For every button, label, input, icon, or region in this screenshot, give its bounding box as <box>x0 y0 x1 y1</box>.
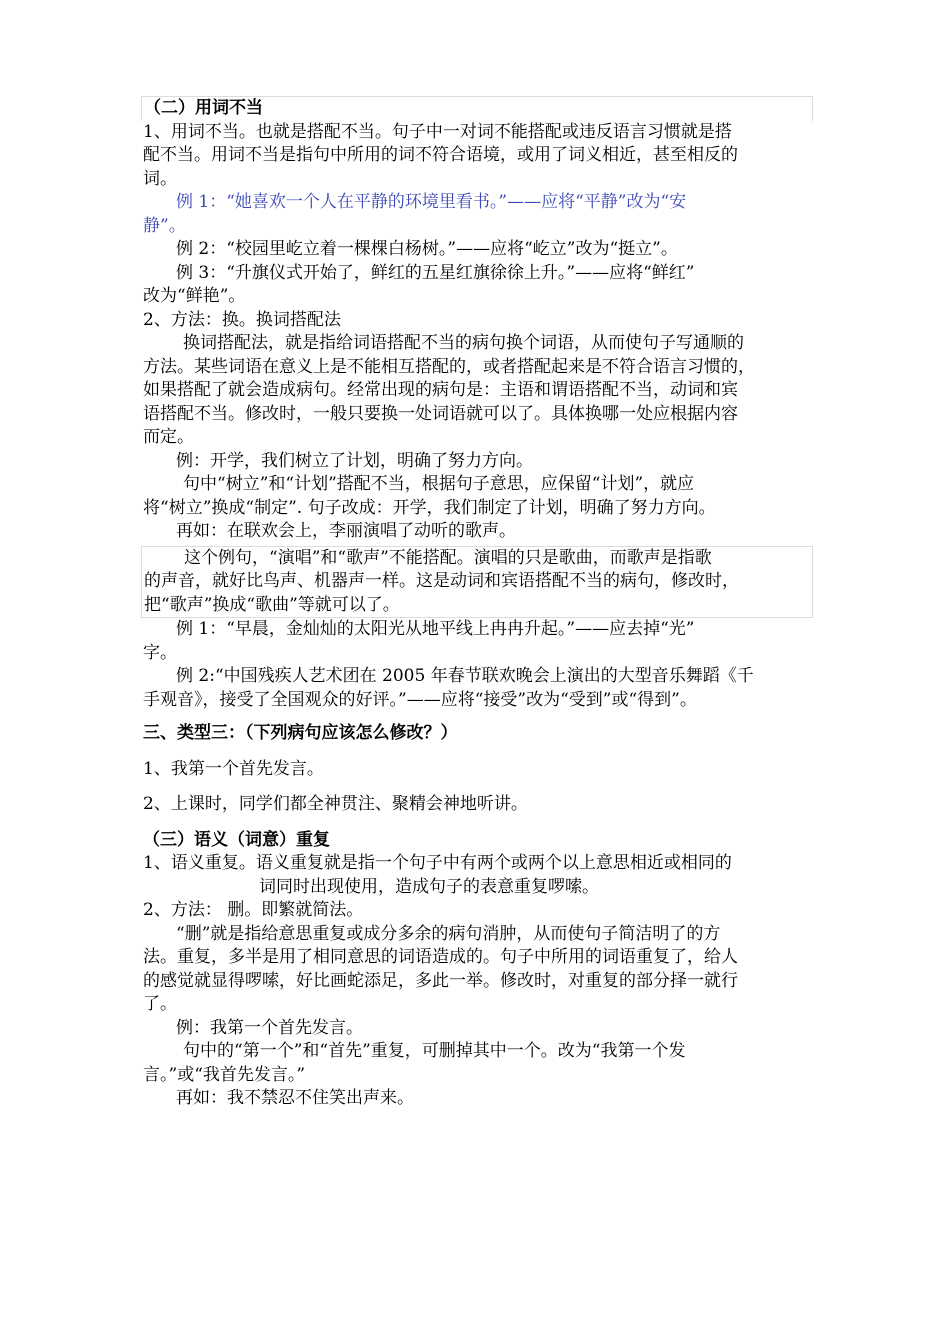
section2-def-line-1: 1、用词不当。也就是搭配不当。句子中一对词不能搭配或违反语言习惯就是搭 <box>143 121 732 142</box>
example5-line-1: 例 2:“中国残疾人艺术团在 2005 年春节联欢晚会上演出的大型音乐舞蹈《千 <box>176 666 754 686</box>
analysis-line-1: 句中“树立”和“计划”搭配不当，根据句子意思，应保留“计划”，就应 <box>183 474 695 494</box>
example2: 例 2：“校园里屹立着一棵棵白杨树。”——应将“屹立”改为“挺立”。 <box>176 239 678 259</box>
section3-method-line-4: 了。 <box>143 994 177 1014</box>
explanation-box <box>141 546 813 619</box>
section3-example: 例：我第一个首先发言。 <box>176 1017 363 1038</box>
section3-another-example: 再如：我不禁忍不住笑出声来。 <box>176 1088 414 1108</box>
example3-line-2: 改为“鲜艳”。 <box>143 286 246 306</box>
section2-title: （二）用词不当 <box>144 98 263 118</box>
type3-question-1: 1、我第一个首先发言。 <box>143 758 324 779</box>
method-line-4: 语搭配不当。修改时，一般只要换一处词语就可以了。具体换哪一处应根据内容 <box>143 403 738 424</box>
example1-line-1: 例 1：“她喜欢一个人在平静的环境里看书。”——应将“平静”改为“安 <box>176 192 687 212</box>
analysis-line-2: 将“树立”换成“制定”. 句子改成：开学，我们制定了计划，明确了努力方向。 <box>143 497 716 518</box>
section2-title-box <box>141 96 813 121</box>
section3-method-line-1: “删”就是指给意思重复或成分多余的病句消肿，从而使句子简洁明了的方 <box>176 923 721 944</box>
section3-analysis-line-2: 言。”或“我首先发言。” <box>143 1064 306 1085</box>
example3-line-1: 例 3：“升旗仪式开始了，鲜红的五星红旗徐徐上升。”——应将“鲜红” <box>176 262 695 283</box>
section2-def-line-3: 词。 <box>143 168 177 189</box>
section3-def-line-1: 1、语义重复。语义重复就是指一个句子中有两个或两个以上意思相近或相同的 <box>143 853 732 873</box>
method-line-1: 换词搭配法，就是指给词语搭配不当的病句换个词语，从而使句子写通顺的 <box>183 333 744 353</box>
example4-line-2: 字。 <box>143 642 177 663</box>
section3-method-line-2: 法。重复，多半是用了相同意思的词语造成的。句子中所用的词语重复了，给人 <box>143 947 738 967</box>
document-page <box>143 96 813 1111</box>
box-line-2: 的声音，就好比鸟声、机器声一样。这是动词和宾语搭配不当的病句，修改时， <box>144 571 739 591</box>
box-line-1: 这个例句，“演唱”和“歌声”不能搭配。演唱的只是歌曲，而歌声是指歌 <box>184 547 712 568</box>
section3-method-line-3: 的感觉就显得啰嗦，好比画蛇添足，多此一举。修改时，对重复的部分择一就行 <box>143 970 738 991</box>
section3-title: （三）语义（词意）重复 <box>143 829 330 850</box>
section3-def-line-2: 词同时出现使用，造成句子的表意重复啰嗦。 <box>259 876 599 897</box>
section2-another-example: 再如：在联欢会上，李丽演唱了动听的歌声。 <box>176 521 516 541</box>
example5-line-2: 手观音》，接受了全国观众的好评。”——应将“接受”改为“受到”或“得到”。 <box>143 689 697 710</box>
example4-line-1: 例 1：“早晨，金灿灿的太阳光从地平线上冉冉升起。”——应去掉“光” <box>176 619 695 639</box>
method-line-2: 方法。某些词语在意义上是不能相互搭配的，或者搭配起来是不符合语言习惯的， <box>143 356 755 377</box>
type3-question-2: 2、上课时，同学们都全神贯注、聚精会神地听讲。 <box>143 794 528 814</box>
type3-title: 三、类型三：（下列病句应该怎么修改？） <box>143 723 458 743</box>
section2-example: 例：开学，我们树立了计划，明确了努力方向。 <box>176 450 533 471</box>
example1-line-2: 静”。 <box>143 215 186 236</box>
section2-def-line-2: 配不当。用词不当是指句中所用的词不符合语境，或用了词义相近，甚至相反的 <box>143 145 738 165</box>
section3-analysis-line-1: 句中的“第一个”和“首先”重复，可删掉其中一个。改为“我第一个发 <box>183 1041 686 1061</box>
section2-method-title: 2、方法：换。换词搭配法 <box>143 309 341 330</box>
box-line-3: 把“歌声”换成“歌曲”等就可以了。 <box>144 594 400 615</box>
section3-method-title: 2、方法： 删。即繁就简法。 <box>143 900 364 920</box>
method-line-5: 而定。 <box>143 427 194 447</box>
method-line-3: 如果搭配了就会造成病句。经常出现的病句是：主语和谓语搭配不当，动词和宾 <box>143 380 738 400</box>
